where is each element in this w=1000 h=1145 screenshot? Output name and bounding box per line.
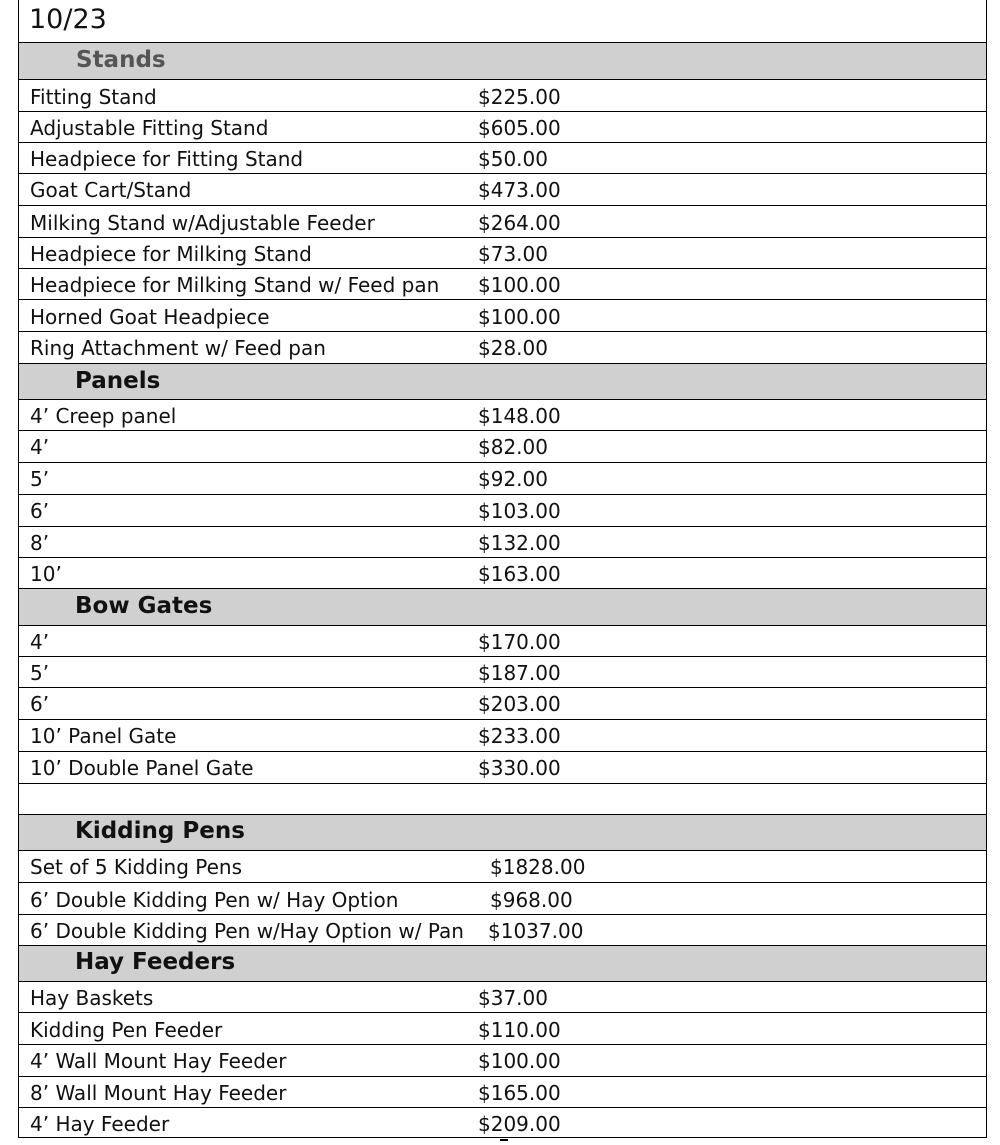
item-name: 4’ Wall Mount Hay Feeder bbox=[30, 1049, 287, 1073]
item-price: $203.00 bbox=[478, 692, 561, 716]
item-price: $233.00 bbox=[478, 724, 561, 748]
table-row bbox=[19, 112, 986, 143]
table-row bbox=[19, 558, 986, 589]
item-price: $187.00 bbox=[478, 661, 561, 685]
table-row bbox=[19, 851, 986, 883]
table-row bbox=[19, 1013, 986, 1045]
table-row bbox=[19, 1077, 986, 1108]
item-name: 8’ Wall Mount Hay Feeder bbox=[30, 1081, 287, 1105]
table-row bbox=[19, 915, 986, 946]
item-name: Kidding Pen Feeder bbox=[30, 1018, 223, 1042]
item-name: 5’ bbox=[30, 467, 50, 491]
table-row bbox=[19, 431, 986, 463]
item-name: Hay Baskets bbox=[30, 986, 154, 1010]
section-header-bow-gates bbox=[19, 589, 986, 626]
item-price: $82.00 bbox=[478, 435, 548, 459]
item-price: $605.00 bbox=[478, 116, 561, 140]
item-name: 10’ bbox=[30, 562, 62, 586]
item-price: $103.00 bbox=[478, 499, 561, 523]
item-price: $165.00 bbox=[478, 1081, 561, 1105]
item-name: Adjustable Fitting Stand bbox=[30, 116, 269, 140]
item-name: Milking Stand w/Adjustable Feeder bbox=[30, 211, 375, 235]
item-price: $1037.00 bbox=[488, 919, 584, 943]
table-row bbox=[19, 463, 986, 495]
section-header-kidding-pens bbox=[19, 815, 986, 851]
section-title: Panels bbox=[75, 368, 161, 394]
table-row bbox=[19, 657, 986, 688]
section-header-stands bbox=[19, 43, 986, 80]
table-row bbox=[19, 1045, 986, 1077]
table-row bbox=[19, 688, 986, 720]
item-name: 4’ bbox=[30, 435, 50, 459]
item-name: 5’ bbox=[30, 661, 50, 685]
item-name: 6’ Double Kidding Pen w/Hay Option w/ Pan bbox=[30, 919, 464, 943]
item-price: $92.00 bbox=[478, 467, 548, 491]
item-price: $1828.00 bbox=[490, 855, 586, 879]
table-row bbox=[19, 300, 986, 332]
item-name: Ring Attachment w/ Feed pan bbox=[30, 336, 326, 360]
table-row bbox=[19, 238, 986, 269]
item-price: $473.00 bbox=[478, 178, 561, 202]
item-name: 8’ bbox=[30, 531, 50, 555]
divider-mark bbox=[500, 1139, 508, 1141]
item-price: $330.00 bbox=[478, 756, 561, 780]
table-row bbox=[19, 752, 986, 784]
table-row bbox=[19, 495, 986, 527]
item-price: $968.00 bbox=[490, 888, 573, 912]
item-name: Headpiece for Milking Stand bbox=[30, 242, 312, 266]
item-name: 6’ bbox=[30, 499, 50, 523]
table-row bbox=[19, 982, 986, 1013]
item-name: Headpiece for Fitting Stand bbox=[30, 147, 304, 171]
item-name: 6’ bbox=[30, 692, 50, 716]
table-row bbox=[19, 206, 986, 238]
item-price: $100.00 bbox=[478, 1049, 561, 1073]
item-name: Goat Cart/Stand bbox=[30, 178, 192, 202]
item-price: $209.00 bbox=[478, 1112, 561, 1136]
table-row bbox=[19, 332, 986, 364]
item-name: Horned Goat Headpiece bbox=[30, 305, 270, 329]
table-row bbox=[19, 269, 986, 300]
section-title: Bow Gates bbox=[75, 593, 213, 619]
table-row bbox=[19, 80, 986, 112]
table-row bbox=[19, 626, 986, 657]
table-row bbox=[19, 527, 986, 558]
item-name: 4’ bbox=[30, 630, 50, 654]
item-price: $100.00 bbox=[478, 305, 561, 329]
item-price: $148.00 bbox=[478, 404, 561, 428]
item-price: $163.00 bbox=[478, 562, 561, 586]
table-row bbox=[19, 400, 986, 431]
table-row bbox=[19, 883, 986, 915]
item-price: $132.00 bbox=[478, 531, 561, 555]
item-price: $110.00 bbox=[478, 1018, 561, 1042]
item-name: Fitting Stand bbox=[30, 85, 157, 109]
section-header-panels bbox=[19, 364, 986, 400]
item-price: $264.00 bbox=[478, 211, 561, 235]
item-price: $225.00 bbox=[478, 85, 561, 109]
table-row bbox=[19, 1108, 986, 1138]
empty-row bbox=[19, 784, 986, 815]
item-name: 4’ Creep panel bbox=[30, 404, 177, 428]
item-price: $28.00 bbox=[478, 336, 548, 360]
item-price: $100.00 bbox=[478, 273, 561, 297]
section-title: Stands bbox=[76, 47, 166, 73]
section-title: Hay Feeders bbox=[75, 949, 236, 975]
section-title: Kidding Pens bbox=[75, 818, 245, 844]
item-price: $73.00 bbox=[478, 242, 548, 266]
item-name: 4’ Hay Feeder bbox=[30, 1112, 170, 1136]
item-price: $170.00 bbox=[478, 630, 561, 654]
item-name: 10’ Panel Gate bbox=[30, 724, 177, 748]
date-row bbox=[19, 0, 986, 43]
table-row bbox=[19, 143, 986, 174]
item-price: $50.00 bbox=[478, 147, 548, 171]
table-row bbox=[19, 174, 986, 206]
price-list-table bbox=[18, 0, 987, 1138]
table-row bbox=[19, 720, 986, 752]
item-name: 6’ Double Kidding Pen w/ Hay Option bbox=[30, 888, 399, 912]
date-label: 10/23 bbox=[29, 4, 107, 35]
item-name: Set of 5 Kidding Pens bbox=[30, 855, 243, 879]
item-price: $37.00 bbox=[478, 986, 548, 1010]
section-header-hay-feeders bbox=[19, 946, 986, 982]
item-name: Headpiece for Milking Stand w/ Feed pan bbox=[30, 273, 440, 297]
item-name: 10’ Double Panel Gate bbox=[30, 756, 254, 780]
